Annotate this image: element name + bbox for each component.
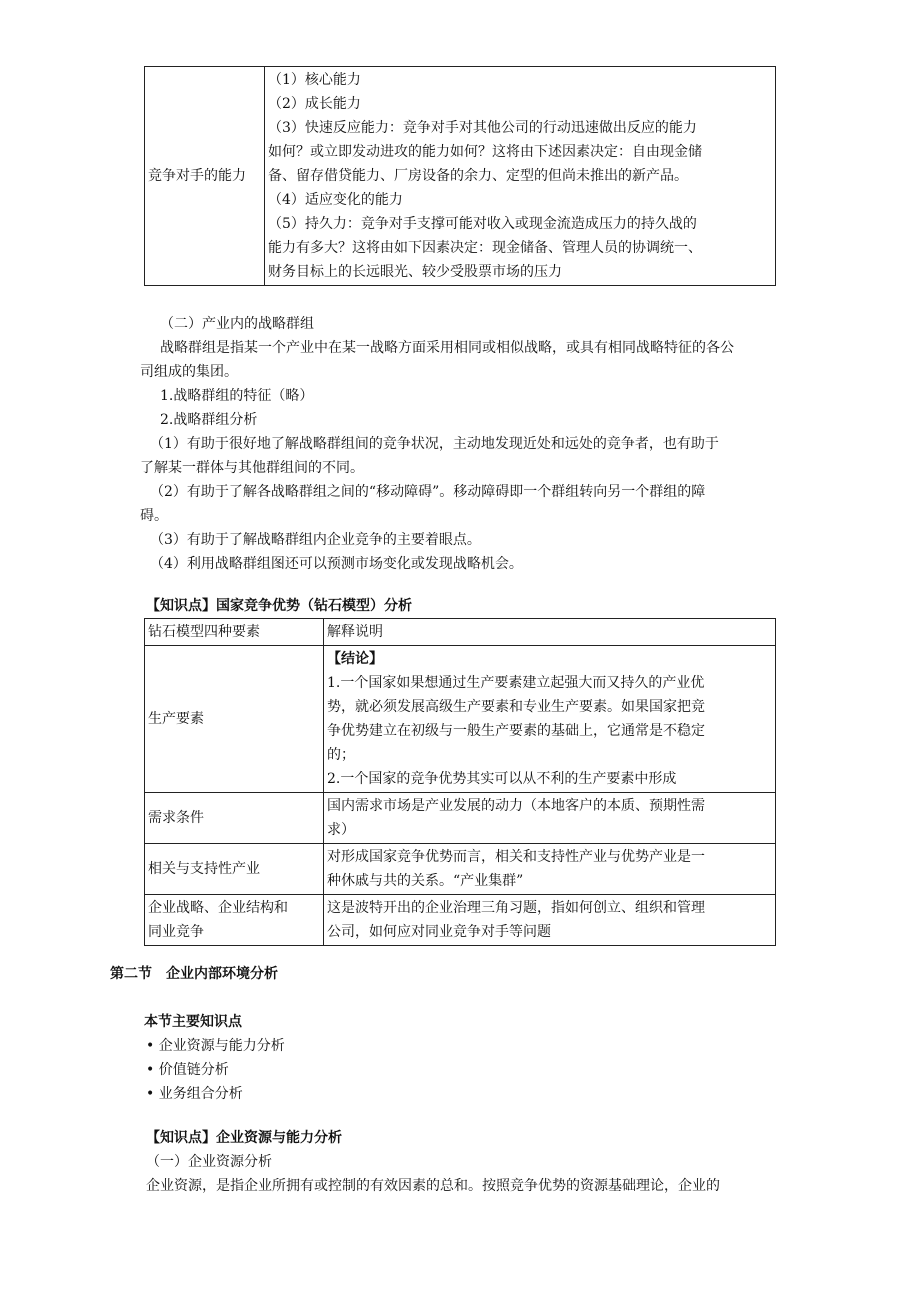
explanation-line: 对形成国家竞争优势而言，相关和支持性产业与优势产业是一 bbox=[327, 849, 705, 865]
explanation-line: 求） bbox=[327, 822, 355, 838]
ability-line: 如何？或立即发动进攻的能力如何？这将由下述因素决定：自由现金储 bbox=[268, 144, 702, 160]
bullet-item: • 价值链分析 bbox=[146, 1062, 229, 1078]
table-row bbox=[145, 895, 776, 946]
explanation-line: 1.一个国家如果想通过生产要素建立起强大而又持久的产业优 bbox=[327, 675, 705, 691]
diamond-title: 【知识点】国家竞争优势（钻石模型）分析 bbox=[146, 598, 412, 614]
explanation-line: 这是波特开出的企业治理三角习题，指如何创立、组织和管理 bbox=[327, 900, 705, 916]
ability-line: （5）持久力：竞争对手支撑可能对收入或现金流造成压力的持久战的 bbox=[268, 216, 697, 232]
explanation-line: 2.一个国家的竞争优势其实可以从不利的生产要素中形成 bbox=[327, 771, 677, 787]
table-row bbox=[145, 844, 776, 895]
ability-line: 能力有多大？这将由如下因素决定：现金储备、管理人员的协调统一、 bbox=[268, 240, 702, 256]
analysis-point: 了解某一群体与其他群组间的不同。 bbox=[140, 460, 364, 476]
resource-title: 【知识点】企业资源与能力分析 bbox=[146, 1130, 342, 1146]
explanation-cell bbox=[324, 646, 776, 793]
explanation-cell bbox=[324, 844, 776, 895]
analysis-point: （1）有助于很好地了解战略群组间的竞争状况，主动地发现近处和远处的竞争者，也有助于 bbox=[150, 436, 719, 452]
ability-line: （4）适应变化的能力 bbox=[268, 192, 403, 208]
table-header-row bbox=[145, 619, 776, 646]
list-item: 2.战略群组分析 bbox=[160, 412, 258, 428]
explanation-line: 公司，如何应对同业竞争对手等问题 bbox=[327, 924, 551, 940]
table-row bbox=[145, 646, 776, 793]
factor-line: 企业战略、企业结构和 bbox=[148, 900, 288, 916]
bullet-text: 价值链分析 bbox=[158, 1062, 229, 1078]
resource-paragraph: 企业资源，是指企业所拥有或控制的有效因素的总和。按照竞争优势的资源基础理论，企业的 bbox=[146, 1178, 720, 1194]
ability-line: （2）成长能力 bbox=[268, 96, 361, 112]
diamond-model-table bbox=[144, 618, 776, 946]
bullet-item: • 业务组合分析 bbox=[146, 1086, 243, 1102]
explanation-cell bbox=[324, 895, 776, 946]
bullet-item: • 企业资源与能力分析 bbox=[146, 1038, 285, 1054]
section-heading: （二）产业内的战略群组 bbox=[160, 316, 314, 332]
explanation-cell bbox=[324, 793, 776, 844]
explanation-line: 种休戚与共的关系。“产业集群” bbox=[327, 873, 524, 889]
ability-line: （3）快速反应能力：竞争对手对其他公司的行动迅速做出反应的能力 bbox=[268, 120, 697, 136]
definition-line: 司组成的集团。 bbox=[140, 364, 238, 380]
competitor-ability-table bbox=[144, 66, 776, 286]
explanation-line: 势，就必须发展高级生产要素和专业生产要素。如果国家把竞 bbox=[327, 699, 705, 715]
factor-cell: 相关与支持性产业 bbox=[145, 844, 324, 895]
explanation-line: 争优势建立在初级与一般生产要素的基础上，它通常是不稳定 bbox=[327, 723, 705, 739]
analysis-point: （3）有助于了解战略群组内企业竞争的主要着眼点。 bbox=[150, 532, 481, 548]
analysis-point: 碍。 bbox=[140, 508, 168, 524]
competitor-ability-label: 竞争对手的能力 bbox=[145, 67, 265, 286]
bullet-text: 业务组合分析 bbox=[158, 1086, 243, 1102]
ability-line: （1）核心能力 bbox=[268, 72, 361, 88]
table-row bbox=[145, 793, 776, 844]
header-cell: 钻石模型四种要素 bbox=[145, 619, 324, 646]
definition-line: 战略群组是指某一个产业中在某一战略方面采用相同或相似战略，或具有相同战略特征的各公 bbox=[160, 340, 734, 356]
factor-cell: 生产要素 bbox=[145, 646, 324, 793]
analysis-point: （4）利用战略群组图还可以预测市场变化或发现战略机会。 bbox=[150, 556, 523, 572]
bullet-text: 企业资源与能力分析 bbox=[158, 1038, 285, 1054]
explanation-line: 【结论】 bbox=[327, 651, 383, 667]
factor-cell: 需求条件 bbox=[145, 793, 324, 844]
competitor-ability-content bbox=[265, 67, 776, 286]
factor-cell bbox=[145, 895, 324, 946]
key-points-heading: 本节主要知识点 bbox=[144, 1014, 242, 1030]
list-item: 1.战略群组的特征（略） bbox=[160, 388, 314, 404]
factor-line: 同业竞争 bbox=[148, 924, 204, 940]
section-title: 第二节 企业内部环境分析 bbox=[110, 966, 278, 982]
ability-line: 财务目标上的长远眼光、较少受股票市场的压力 bbox=[268, 264, 562, 280]
explanation-line: 的； bbox=[327, 747, 355, 763]
explanation-line: 国内需求市场是产业发展的动力（本地客户的本质、预期性需 bbox=[327, 798, 705, 814]
analysis-point: （2）有助于了解各战略群组之间的“移动障碍”。移动障碍即一个群组转向另一个群组的障 bbox=[150, 484, 706, 500]
ability-line: 备、留存借贷能力、厂房设备的余力、定型的但尚未推出的新产品。 bbox=[268, 168, 688, 184]
header-cell: 解释说明 bbox=[324, 619, 776, 646]
resource-subheading: （一）企业资源分析 bbox=[146, 1154, 272, 1170]
